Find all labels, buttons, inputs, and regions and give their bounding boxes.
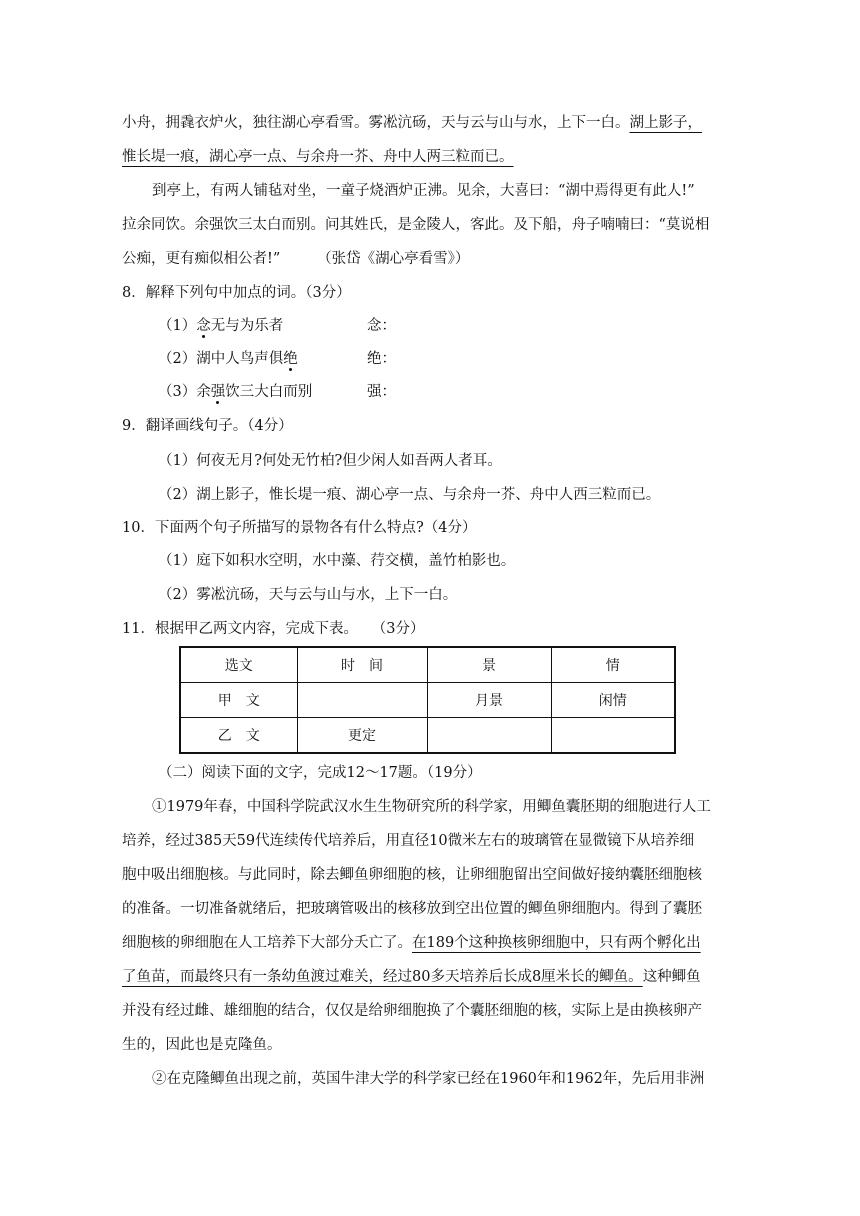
table-row [180,683,675,718]
table-row [180,718,675,754]
table-header-cell: 时 间 [297,647,427,683]
table-cell-blank[interactable] [427,718,551,754]
table-header-cell: 选文 [180,647,297,683]
q10-item-1: （1）庭下如积水空明，水中藻、荇交横，盖竹柏影也。 [158,553,516,569]
underlined-sentence: 在189个这种换核卵细胞中，只有两个孵化出 [412,935,701,951]
question-11-prompt: 11．根据甲乙两文内容，完成下表。 （3分） [122,621,425,637]
underlined-sentence: 湖上影子， [629,115,702,131]
article-line: 并没有经过雌、雄细胞的结合，仅仅是给卵细胞换了个囊胚细胞的核，实际上是由换核卵产 [122,1003,702,1019]
article-line: 生的，因此也是克隆鱼。 [122,1037,282,1053]
underlined-sentence: 了鱼苗，而最终只有一条幼鱼渡过难关，经过80多天培养后长成8厘米长的鲫鱼。 [122,969,643,985]
q8-answer-label: 强： [367,384,396,400]
table-cell: 甲 文 [180,683,297,718]
article-line: 细胞核的卵细胞在人工培养下大部分夭亡了。在189个这种换核卵细胞中，只有两个孵化出 [122,935,701,951]
passage-line: 到亭上，有两人铺毡对坐，一童子烧酒炉正沸。见余，大喜曰：“湖中焉得更有此人!” [152,183,695,199]
question-9-prompt: 9．翻译画线句子。（4分） [122,418,293,434]
passage-line: 拉余同饮。余强饮三太白而别。问其姓氏，是金陵人，客此。及下船，舟子喃喃曰：“莫说相 [122,217,710,233]
article-line: 的准备。一切准备就绪后，把玻璃管吸出的核移放到空出位置的鲫鱼卵细胞内。得到了囊胚 [122,901,702,917]
article-line: 培养，经过385天59代连续传代培养后，用直径10微米左右的玻璃管在显微镜下从培养细 [122,833,695,849]
article-line: 了鱼苗，而最终只有一条幼鱼渡过难关，经过80多天培养后长成8厘米长的鲫鱼。这种鲫鱼 [122,969,701,985]
passage-source-line: 公痴，更有痴似相公者!” （张岱《湖心亭看雪》） [122,251,470,267]
underlined-sentence: 惟长堤一痕，湖心亭一点、与余舟一芥、舟中人两三粒而已。 [122,149,514,165]
table-header-cell: 情 [551,647,675,683]
question-8-prompt: 8．解释下列句中加点的词。（3分） [122,285,351,301]
table-header-cell: 景 [427,647,551,683]
dotted-word: 念 [196,318,211,334]
table-header-row [180,647,675,683]
article-line: 胞中吸出细胞核。与此同时，除去鲫鱼卵细胞的核，让卵细胞留出空间做好接纳囊胚细胞核 [122,867,702,883]
q8-item-2: （2）湖中人鸟声俱绝 [158,351,298,367]
passage-line [122,113,702,133]
table-cell: 更定 [297,718,427,754]
q8-item-1: （1）念无与为乐者 [158,318,284,334]
table-cell-blank[interactable] [551,718,675,754]
q10-item-2: （2）雾凇沆砀，天与云与山与水，上下一白。 [158,587,458,603]
q9-item-2: （2）湖上影子，惟长堤一痕、湖心亭一点、与余舟一芥、舟中人西三粒而已。 [158,487,661,503]
article-line: ②在克隆鲫鱼出现之前，英国牛津大学的科学家已经在1960年和1962年，先后用非洲 [152,1071,705,1087]
q9-item-1: （1）何夜无月?何处无竹柏?但少闲人如吾两人者耳。 [158,453,502,469]
passage-text: 小舟，拥毳衣炉火，独往湖心亭看雪。雾凇沆砀，天与云与山与水，上下一白。 [122,115,630,131]
dotted-word: 强 [210,384,226,400]
table-cell: 月景 [427,683,551,718]
article-line: ①1979年春，中国科学院武汉水生生物研究所的科学家，用鲫鱼囊胚期的细胞进行人工 [152,799,711,815]
table-cell: 闲情 [551,683,675,718]
q8-item-3: （3）余强饮三大白而别 [158,384,313,400]
dotted-word: 绝 [283,351,298,367]
question-10-prompt: 10．下面两个句子所描写的景物各有什么特点?（4分） [122,520,477,536]
passage-line [122,147,514,167]
table-cell: 乙 文 [180,718,297,754]
table-cell-blank[interactable] [297,683,427,718]
q8-answer-label: 绝： [367,351,396,367]
section-heading: （二）阅读下面的文字，完成12～17题。（19分） [158,765,482,781]
answer-table [179,646,676,754]
q8-answer-label: 念： [367,318,396,334]
